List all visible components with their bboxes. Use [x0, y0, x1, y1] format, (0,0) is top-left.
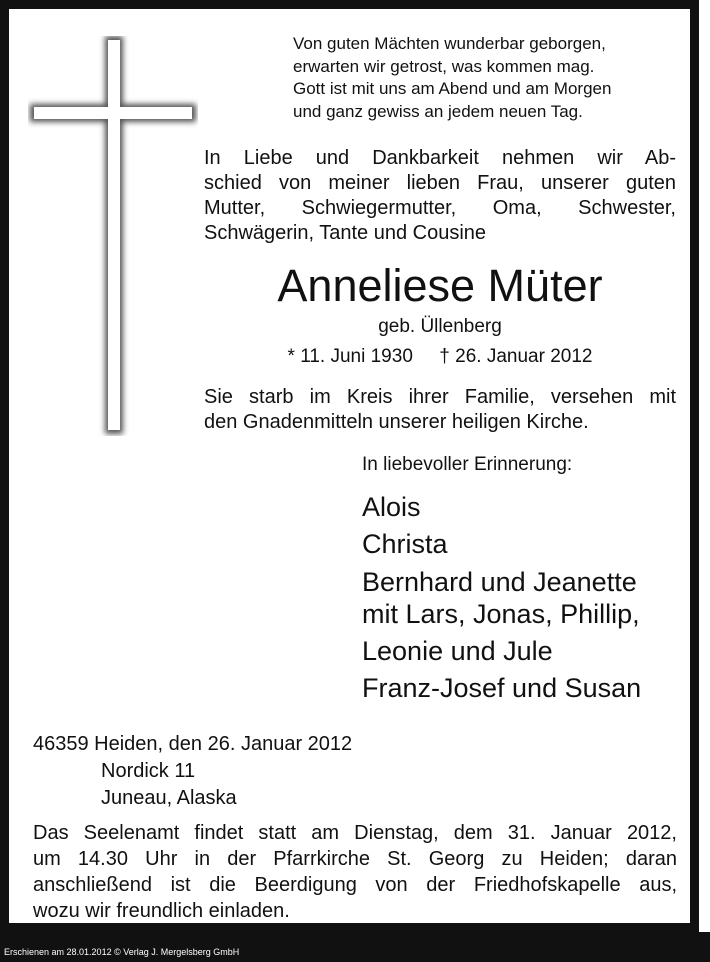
publisher-credit: Erschienen am 28.01.2012 © Verlag J. Mergelsberg GmbH [4, 947, 240, 957]
family-member: Alois [362, 492, 421, 522]
service-line: anschließend ist die Beerdigung von der Friedhofskapelle aus, [33, 874, 677, 896]
cross-icon [28, 36, 198, 436]
family-member: mit Lars, Jonas, Phillip, [362, 599, 640, 629]
intro-text [204, 146, 676, 246]
family-member: Leonie und Jule [362, 636, 553, 666]
life-dates: * 11. Juni 1930 † 26. Januar 2012 [287, 346, 593, 367]
intro-line: Schwägerin, Tante und Cousine [204, 222, 487, 244]
death-text [204, 385, 676, 435]
family-list [362, 489, 641, 707]
deceased-name: Anneliese Müter [277, 260, 603, 311]
death-line: Sie starb im Kreis ihrer Familie, versehen mit [204, 386, 676, 408]
poem-line: Von guten Mächten wunderbar geborgen, [293, 34, 606, 53]
address-line: 46359 Heiden, den 26. Januar 2012 [33, 733, 353, 755]
family-member: Bernhard und Jeanette [362, 567, 637, 597]
address-block [33, 731, 352, 812]
service-line: Das Seelenamt findet statt am Dienstag, dem 31. Januar 2012, [33, 822, 677, 844]
poem-line: und ganz gewiss an jedem neuen Tag. [293, 101, 583, 121]
poem-line: Gott ist mit uns am Abend und am Morgen [293, 79, 612, 98]
address-line: Juneau, Alaska [101, 787, 237, 809]
poem [293, 33, 683, 123]
memory-label: In liebevoller Erinnerung: [362, 454, 573, 475]
service-line: wozu wir freundlich einladen. [33, 900, 290, 922]
poem-line: erwarten wir getrost, was kommen mag. [293, 56, 595, 76]
intro-line: In Liebe und Dankbarkeit nehmen wir Ab- [204, 147, 676, 169]
intro-line: schied von meiner lieben Frau, unserer guten [204, 172, 676, 194]
family-member: Christa [362, 529, 448, 559]
intro-line: Mutter, Schwiegermutter, Oma, Schwester, [204, 197, 676, 219]
maiden-name: geb. Üllenberg [378, 316, 502, 337]
death-line: den Gnadenmitteln unserer heiligen Kirche. [204, 411, 589, 433]
service-line: um 14.30 Uhr in der Pfarrkirche St. Georg zu Heiden; daran [33, 848, 677, 870]
family-member: Franz-Josef und Susan [362, 673, 642, 703]
address-line: Nordick 11 [101, 760, 196, 782]
service-text [33, 820, 677, 924]
